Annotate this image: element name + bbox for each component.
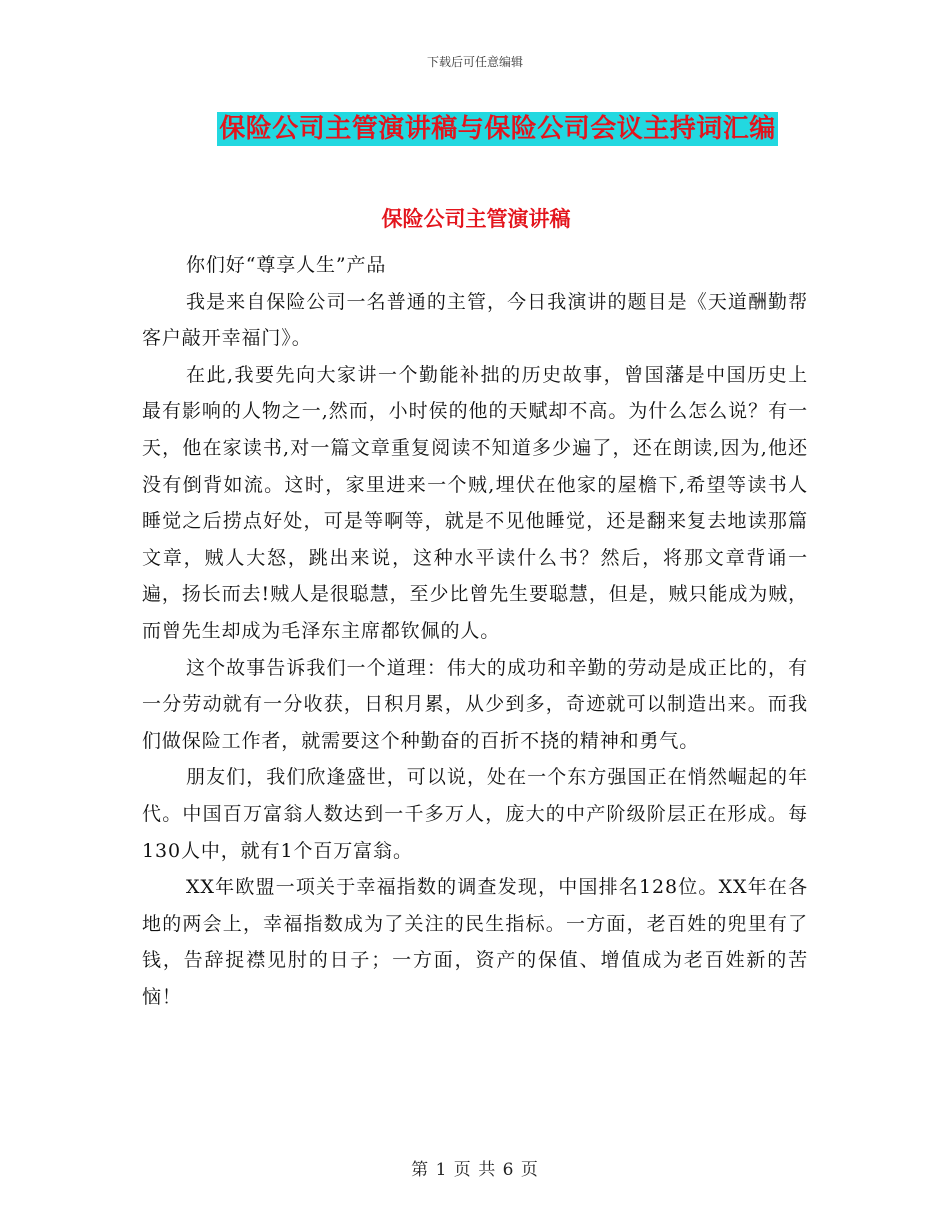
paragraph-introduction: 我是来自保险公司一名普通的主管，今日我演讲的题目是《天道酬勤帮客户敲开幸福门》。: [142, 290, 808, 350]
paragraph-lesson: 这个故事告诉我们一个道理：伟大的成功和辛勤的劳动是成正比的，有一分劳动就有一分收获，日积月累，从少到多，奇迹就可以制造出来。而我们做保险工作者，就需要这个种勤奋的百折不挠的精神和勇气。: [142, 656, 808, 752]
document-title-container: [0, 112, 950, 146]
paragraph-greeting: 你们好“尊享人生”产品: [186, 254, 387, 276]
document-body: [142, 247, 808, 1015]
header-note: 下载后可任意编辑: [426, 55, 523, 69]
paragraph-happiness-index: XX年欧盟一项关于幸福指数的调查发现，中国排名128位。XX年在各地的两会上，幸福指数成为了关注的民生指标。一方面，老百姓的兜里有了钱，告辞捉襟见肘的日子；一方面，资产的保值、增值成为老百姓新的苦恼！: [142, 876, 808, 1008]
section-title: 保险公司主管演讲稿: [381, 207, 571, 231]
paragraph-story: 在此,我要先向大家讲一个勤能补拙的历史故事，曾国藩是中国历史上最有影响的人物之一,然而，小时侯的他的天赋却不高。为什么怎么说？有一天，他在家读书,对一篇文章重复阅读不知道多少遍了，还在朗读,因为,他还没有倒背如流。这时，家里进来一个贼,埋伏在他家的屋檐下,希望等读书人睡觉之后捞点好处，可是等啊等，就是不见他睡觉，还是翻来复去地读那篇文章，贼人大怒，跳出来说，这种水平读什么书？然后，将那文章背诵一遍，扬长而去!贼人是很聪慧，至少比曾先生要聪慧，但是，贼只能成为贼，而曾先生却成为毛泽东主席都钦佩的人。: [142, 363, 808, 642]
page-number: 第 1 页 共 6 页: [411, 1160, 539, 1180]
document-title: 保险公司主管演讲稿与保险公司会议主持词汇编: [219, 114, 776, 144]
paragraph-era: 朋友们，我们欣逢盛世，可以说，处在一个东方强国正在悄然崛起的年代。中国百万富翁人数达到一千多万人，庞大的中产阶级阶层正在形成。每130人中，就有1个百万富翁。: [142, 766, 808, 862]
